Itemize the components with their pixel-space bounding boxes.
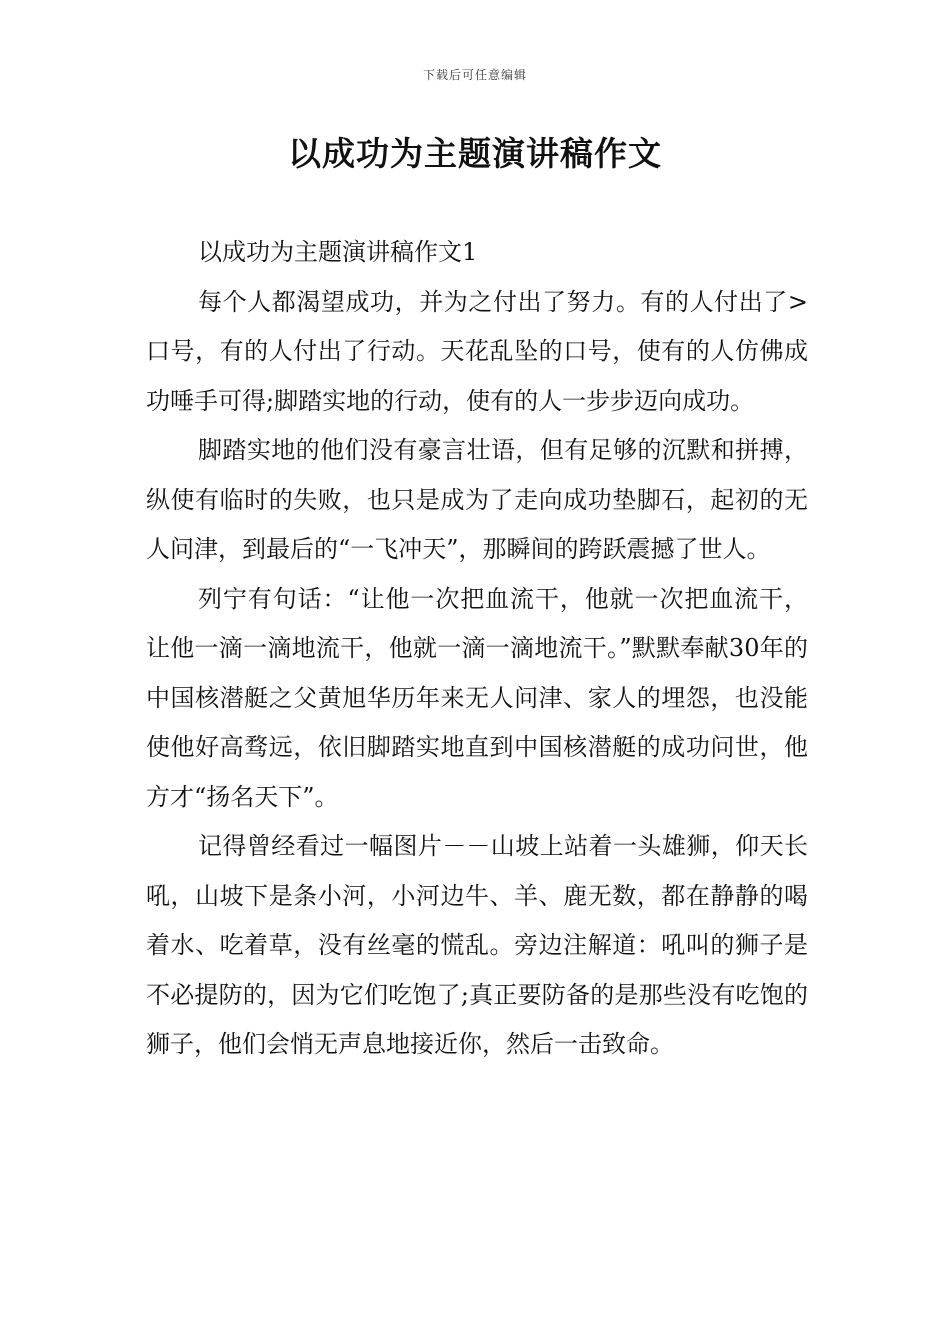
paragraph: 每个人都渴望成功，并为之付出了努力。有的人付出了>口号，有的人付出了行动。天花乱坠的口号，使有的人仿佛成功唾手可得;脚踏实地的行动，使有的人一步步迈向成功。 <box>146 287 808 415</box>
header-note: 下载后可任意编辑 <box>422 68 527 82</box>
document-title: 以成功为主题演讲稿作文 <box>288 134 662 173</box>
paragraph: 记得曾经看过一幅图片－－山坡上站着一头雄狮，仰天长吼，山坡下是条小河，小河边牛、羊、鹿无数，都在静静的喝着水、吃着草，没有丝毫的慌乱。旁边注解道：吼叫的狮子是不必提防的，因为它们吃饱了;真正要防备的是那些没有吃饱的狮子，他们会悄无声息地接近你，然后一击致命。 <box>146 832 808 1058</box>
document-subtitle: 以成功为主题演讲稿作文1 <box>198 238 478 266</box>
document-body <box>146 228 808 1070</box>
paragraph: 脚踏实地的他们没有豪言壮语，但有足够的沉默和拼搏，纵使有临时的失败，也只是成为了走向成功垫脚石，起初的无人问津，到最后的“一飞冲天”，那瞬间的跨跃震撼了世人。 <box>146 436 808 563</box>
paragraph: 列宁有句话：“让他一次把血流干，他就一次把血流干，让他一滴一滴地流干，他就一滴一滴地流干。”默默奉献30年的中国核潜艇之父黄旭华历年来无人问津、家人的埋怨，也没能使他好高骛远，依旧脚踏实地直到中国核潜艇的成功问世，他方才“扬名天下”。 <box>146 584 808 811</box>
